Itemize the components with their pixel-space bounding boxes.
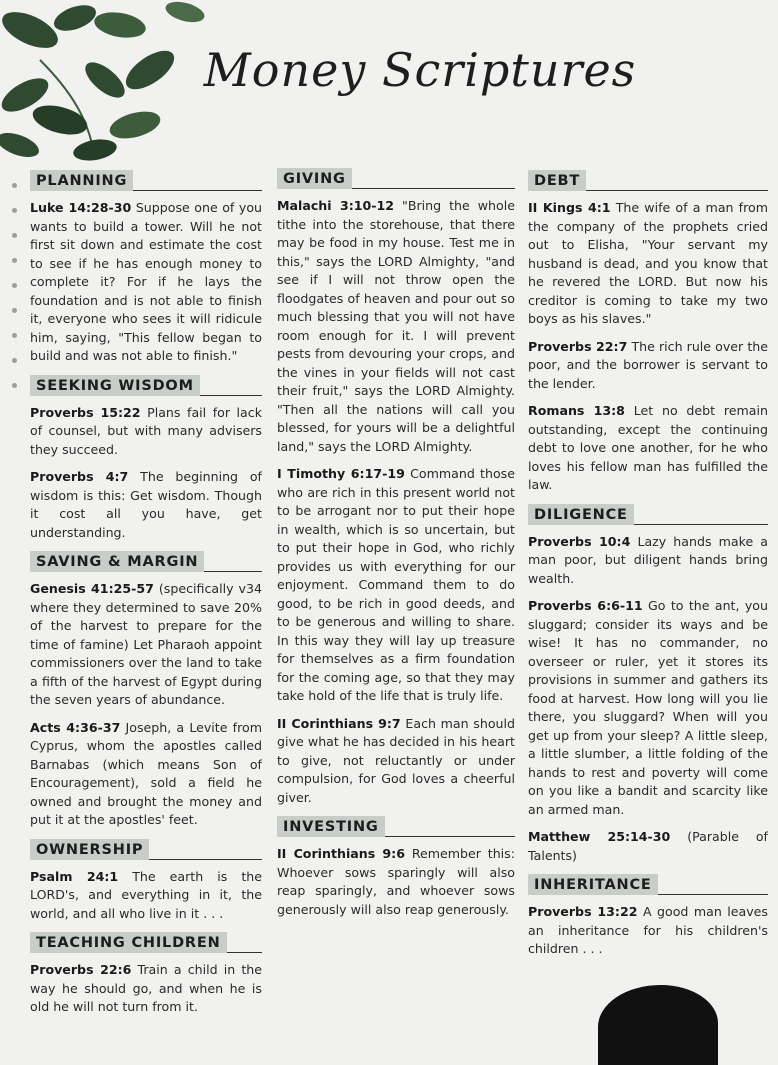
scripture-text: The rich rule over the poor, and the borrower is servant to the lender. [528,338,768,391]
scripture-text: The wife of a man from the company of the prophets cried out to Elisha, "Your servant my husband is dead, and you know that he revered the LORD. But now his creditor is coming to take my two boys as his slaves." [528,200,768,326]
scripture-text: Suppose one of you wants to build a tower. Will he not first sit down and estimate the cost to see if he has enough money to complete it? For if he lays the foundation and is not able to finish it, everyone who sees it will ridicule him, saying, "This fellow began to build and was not able to finish." [30,200,263,363]
scripture-entry [277,197,515,456]
scripture-ref: Genesis 41:25-57 [30,581,154,596]
scripture-entry [528,903,768,959]
scripture-text: The beginning of wisdom is this: Get wisdom. Though it cost all you have, get understanding. [30,469,262,540]
scripture-entry [30,719,262,830]
scripture-ref: I Timothy 6:17-19 [277,466,405,481]
scripture-entry [30,868,262,924]
section-debt [528,170,768,495]
scripture-entry [528,597,768,819]
scripture-entry [30,961,262,1017]
section-heading: INVESTING [277,816,385,837]
scripture-text: Go to the ant, you sluggard; consider its ways and be wise! It has no commander, no overseer or ruler, yet it stores its provisions in summer and gathers its food at harvest. How long will you lie there, you sluggard? When will you get up from your sleep? A little sleep, a little slumber, a little folding of the hands to rest and poverty will come on you like a bandit and scarcity like an armed man. [528,598,768,817]
scripture-text: "Bring the whole tithe into the storehouse, that there may be food in my house. Test me in this," says the LORD Almighty, "and see if I will not throw open the floodgates of heaven and pour out so much blessing that you will not have room enough for it. I will prevent pests from devouring your crops, and the vines in your fields will not cast their fruit," says the LORD Almighty. "Then all the nations will call you blessed, for yours will be a delightful land," says the LORD Almighty. [277,198,515,454]
scripture-text: (specifically v34 where they determined to save 20% of the harvest to prepare for the time of famine) Let Pharaoh appoint commissioners over the land to take a fifth of the harvest of Egypt during the seven years of abundance. [30,581,262,707]
scripture-text: Plans fail for lack of counsel, but with many advisers they succeed. [30,404,262,457]
scripture-text: Command those who are rich in this present world not to be arrogant nor to put their hope in wealth, which is so uncertain, but to put their hope in God, who richly provides us with everything for our enjoyment. Command them to do good, to be rich in good deeds, and to be generous and willing to share. In this way they will lay up treasure for themselves as a firm foundation for the coming age, so that they may take hold of the life that is truly life. [277,466,515,703]
scripture-ref: Proverbs 15:22 [30,404,141,420]
scripture-ref: Proverbs 6:6-11 [528,598,643,613]
page-title: Money Scriptures [203,43,637,97]
scripture-text: (Parable of Talents) [528,829,768,863]
column-left [30,170,262,1026]
scripture-entry [30,199,262,366]
column-middle [277,168,515,928]
scripture-entry [30,580,262,710]
scripture-entry [528,402,768,495]
section-heading: INHERITANCE [528,874,658,895]
scripture-text: Each man should give what he has decided in his heart to give, not reluctantly or under compulsion, for God loves a cheerful giver. [277,715,516,805]
column-right [528,170,768,968]
scripture-entry [277,465,515,706]
scripture-ref: Romans 13:8 [528,403,625,418]
section-teaching-children [30,932,262,1017]
scripture-ref: Acts 4:36-37 [30,719,121,735]
section-heading: TEACHING CHILDREN [30,932,227,953]
section-heading: DEBT [528,170,586,191]
scripture-ref: Proverbs 4:7 [30,469,129,484]
scripture-entry [277,715,515,808]
scripture-ref: II Corinthians 9:6 [277,846,405,861]
scripture-text: Joseph, a Levite from Cyprus, whom the apostles called Barnabas (which means Son of Encouragement), sold a field he owned and brought the money and put it at the apostles' feet. [30,719,262,827]
section-investing [277,816,515,919]
scripture-ref: Malachi 3:10-12 [277,198,395,213]
scripture-text: Lazy hands make a man poor, but diligent hands bring wealth. [528,533,768,586]
section-ownership [30,839,262,924]
section-heading: SAVING & MARGIN [30,551,204,572]
scripture-ref: Proverbs 22:6 [30,962,132,977]
section-saving-margin [30,551,262,830]
scripture-ref: Proverbs 22:7 [528,338,628,354]
scripture-text: Remember this: Whoever sows sparingly will also reap sparingly, and whoever sows generously will also reap generously. [277,846,515,917]
section-heading: PLANNING [30,170,133,191]
scripture-entry [30,468,262,542]
section-seeking-wisdom [30,375,262,543]
scripture-entry [277,845,515,919]
scripture-ref: II Corinthians 9:7 [277,715,401,731]
scripture-entry [528,199,768,329]
scripture-entry [528,533,768,589]
scripture-entry [528,828,768,865]
section-heading: GIVING [277,168,352,189]
section-diligence [528,504,768,866]
scripture-ref: Psalm 24:1 [30,868,119,884]
section-heading: SEEKING WISDOM [30,375,200,396]
scripture-ref: Proverbs 13:22 [528,904,638,919]
scripture-text: A good man leaves an inheritance for his children's children . . . [528,904,768,956]
decorative-blob [598,985,718,1065]
section-heading: OWNERSHIP [30,839,149,860]
scripture-ref: II Kings 4:1 [528,200,611,215]
scripture-entry [30,404,262,460]
scripture-text: Train a child in the way he should go, and when he is old he will not turn from it. [30,962,262,1014]
scripture-ref: Luke 14:28-30 [30,200,132,215]
scripture-ref: Proverbs 10:4 [528,533,631,549]
section-giving [277,168,515,807]
section-planning [30,170,262,366]
section-inheritance [528,874,768,959]
scripture-text: Let no debt remain outstanding, except the continuing debt to love one another, for he who loves his fellow man has fulfilled the law. [528,403,768,492]
scripture-text: The earth is the LORD's, and everything in it, the world, and all who live in it . . . [30,868,262,921]
scripture-ref: Matthew 25:14-30 [528,829,671,844]
scripture-entry [528,338,768,394]
section-heading: DILIGENCE [528,504,634,525]
